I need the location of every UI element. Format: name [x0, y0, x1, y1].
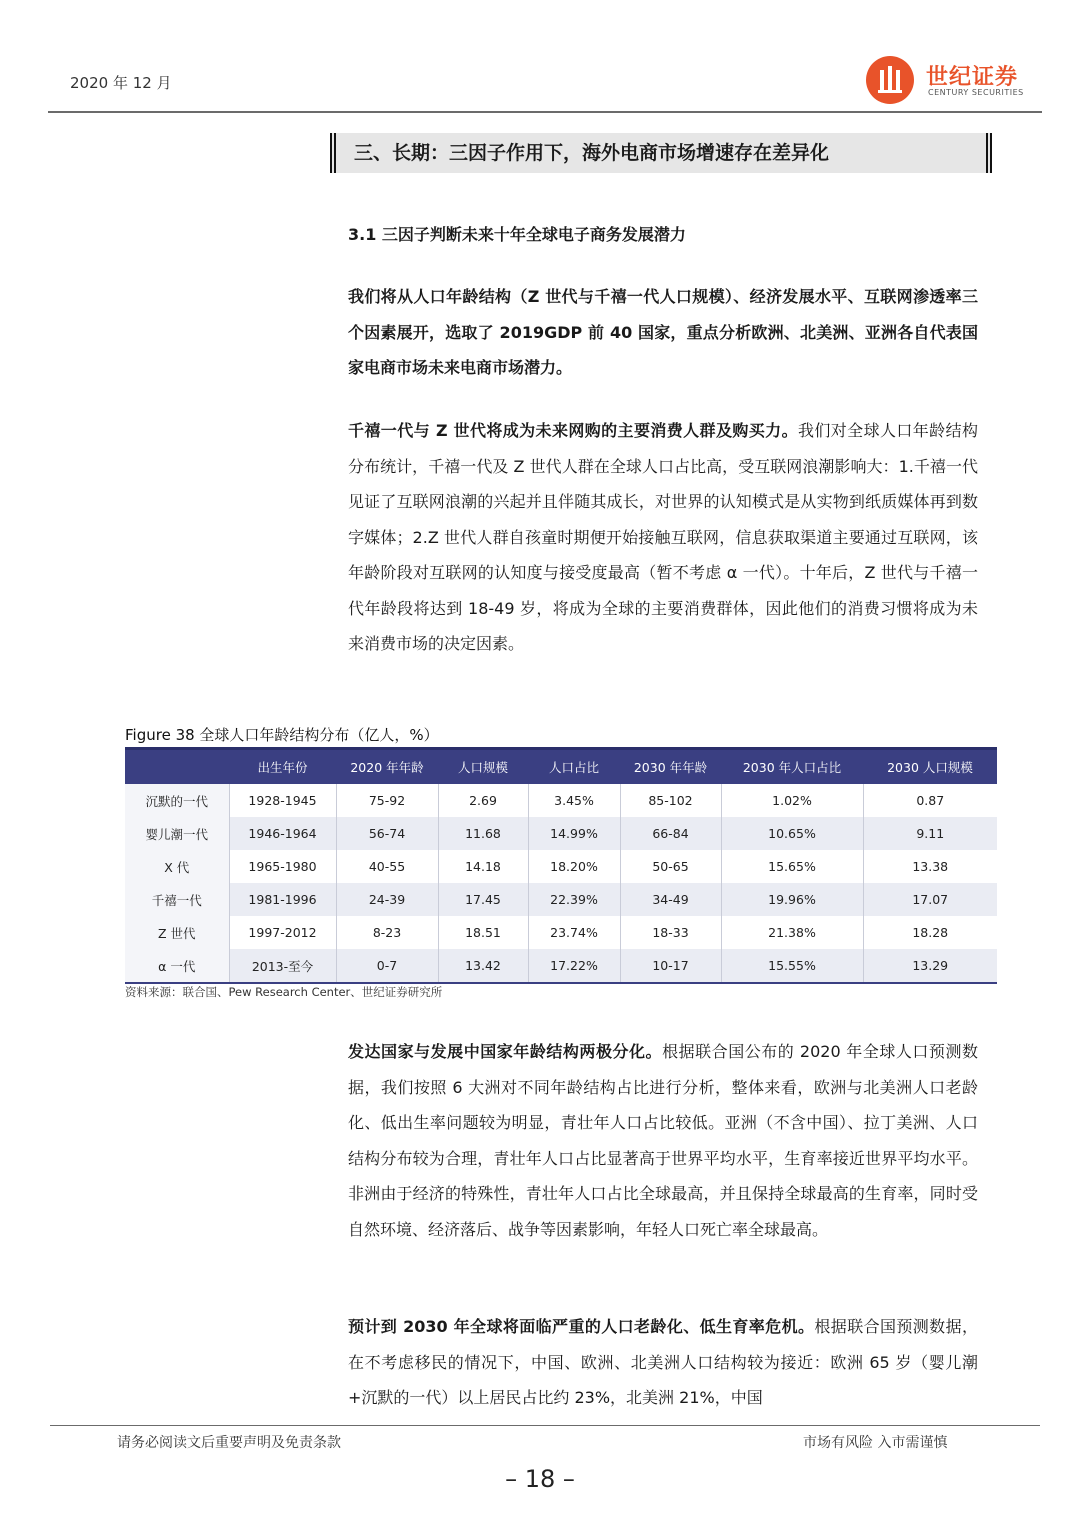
- paragraph-polarization-body: 根据联合国公布的 2020 年全球人口预测数据，我们按照 6 大洲对不同年龄结构占比进行分析，整体来看，欧洲与北美洲人口老龄化、低出生率问题较为明显，青壮年人口占比较低。亚洲（不含中国）、拉丁美洲、人口结构分布较为合理，青壮年人口占比显著高于世界平均水平，生育率接近世界平均水平。非洲由于经济的特殊性，青壮年人口占比全球最高，并且保持全球最高的生育率，同时受自然环境、经济落后、战争等因素影响，年轻人口死亡率全球最高。: [348, 1042, 978, 1239]
- table-cell: 14.18: [438, 850, 528, 883]
- table-cell: 10-17: [620, 949, 721, 983]
- table-header-row: [125, 749, 997, 785]
- subsection-title: 3.1 三因子判断未来十年全球电子商务发展潜力: [348, 225, 686, 244]
- population-age-table: [125, 747, 997, 984]
- paragraph-intro: [348, 279, 978, 386]
- report-date: 2020 年 12 月: [70, 74, 172, 92]
- logo-text: 世纪证券: [926, 65, 1019, 90]
- paragraph-intro-text: 我们将从人口年龄结构（Z 世代与千禧一代人口规模）、经济发展水平、互联网渗透率三个因素展开，选取了 2019GDP 前 40 国家，重点分析欧洲、北美洲、亚洲各自代表国家电商市场未来电商市场潜力。: [348, 287, 978, 377]
- table-row-label: 沉默的一代: [125, 784, 229, 817]
- table-cell: 22.39%: [528, 883, 620, 916]
- table-cell: 66-84: [620, 817, 721, 850]
- table-cell: 17.22%: [528, 949, 620, 983]
- table-row: [125, 916, 997, 949]
- table-cell: 11.68: [438, 817, 528, 850]
- table-body: [125, 784, 997, 983]
- paragraph-aging: [348, 1309, 978, 1416]
- table-cell: 2013-至今: [229, 949, 336, 983]
- table-row: [125, 850, 997, 883]
- table-cell: 18.28: [863, 916, 997, 949]
- table-cell: 40-55: [336, 850, 438, 883]
- table-cell: 3.45%: [528, 784, 620, 817]
- table-row-label: 婴儿潮一代: [125, 817, 229, 850]
- logo-subtext: CENTURY SECURITIES: [928, 88, 1024, 97]
- table-cell: 19.96%: [721, 883, 863, 916]
- footer-risk-notice: 市场有风险 入市需谨慎: [803, 1435, 948, 1451]
- table-cell: 18.20%: [528, 850, 620, 883]
- table-cell: 1965-1980: [229, 850, 336, 883]
- table-cell: 34-49: [620, 883, 721, 916]
- table-cell: 2.69: [438, 784, 528, 817]
- table-cell: 23.74%: [528, 916, 620, 949]
- footer-disclaimer: 请务必阅读文后重要声明及免责条款: [117, 1435, 341, 1451]
- table-cell: 17.45: [438, 883, 528, 916]
- table-cell: 15.65%: [721, 850, 863, 883]
- table-cell: 17.07: [863, 883, 997, 916]
- table-cell: 9.11: [863, 817, 997, 850]
- table-header-cell: [125, 749, 229, 785]
- table-cell: 1928-1945: [229, 784, 336, 817]
- paragraph-millennials: [348, 413, 978, 662]
- table-row-label: Z 世代: [125, 916, 229, 949]
- table-cell: 1946-1964: [229, 817, 336, 850]
- table-cell: 13.38: [863, 850, 997, 883]
- paragraph-aging-body: 根据联合国预测数据，在不考虑移民的情况下，中国、欧洲、北美洲人口结构较为接近：欧洲 65 岁（婴儿潮+沉默的一代）以上居民占比约 23%，北美洲 21%，中国: [348, 1317, 978, 1407]
- table-cell: 56-74: [336, 817, 438, 850]
- table-cell: 15.55%: [721, 949, 863, 983]
- table-header-cell: 人口占比: [528, 749, 620, 785]
- table-cell: 75-92: [336, 784, 438, 817]
- page-number: – 18 –: [505, 1465, 575, 1493]
- table-row: [125, 949, 997, 983]
- figure-source: 资料来源：联合国、Pew Research Center、世纪证券研究所: [125, 985, 443, 999]
- table-cell: 24-39: [336, 883, 438, 916]
- header-divider: [48, 111, 1042, 113]
- logo-mark-icon: [866, 56, 914, 104]
- paragraph-aging-lead: 预计到 2030 年全球将面临严重的人口老龄化、低生育率危机。: [348, 1317, 815, 1336]
- paragraph-polarization-lead: 发达国家与发展中国家年龄结构两极分化。: [348, 1042, 663, 1061]
- table-cell: 21.38%: [721, 916, 863, 949]
- table-cell: 13.42: [438, 949, 528, 983]
- table-row: [125, 784, 997, 817]
- table-header-cell: 2030 年年龄: [620, 749, 721, 785]
- table-cell: 10.65%: [721, 817, 863, 850]
- table-cell: 18.51: [438, 916, 528, 949]
- table-cell: 1997-2012: [229, 916, 336, 949]
- table-cell: 0-7: [336, 949, 438, 983]
- table-cell: 14.99%: [528, 817, 620, 850]
- table-cell: 18-33: [620, 916, 721, 949]
- table-cell: 13.29: [863, 949, 997, 983]
- paragraph-millennials-body: 我们对全球人口年龄结构分布统计，千禧一代及 Z 世代人群在全球人口占比高，受互联网浪潮影响大：1.千禧一代见证了互联网浪潮的兴起并且伴随其成长，对世界的认知模式是从实物到纸质媒体再到数字媒体；2.Z 世代人群自孩童时期便开始接触互联网，信息获取渠道主要通过互联网，该年龄阶段对互联网的认知度与接受度最高（暂不考虑 α 一代）。十年后，Z 世代与千禧一代年龄段将达到 18-49 岁，将成为全球的主要消费群体，因此他们的消费习惯将成为未来消费市场的决定因素。: [348, 421, 978, 653]
- table-row: [125, 817, 997, 850]
- figure-caption: Figure 38 全球人口年龄结构分布（亿人，%）: [125, 726, 439, 744]
- paragraph-polarization: [348, 1034, 978, 1247]
- table-header-cell: 出生年份: [229, 749, 336, 785]
- table-cell: 50-65: [620, 850, 721, 883]
- table-cell: 85-102: [620, 784, 721, 817]
- table-header-cell: 人口规模: [438, 749, 528, 785]
- table-cell: 8-23: [336, 916, 438, 949]
- table-row-label: α 一代: [125, 949, 229, 983]
- table-cell: 1981-1996: [229, 883, 336, 916]
- paragraph-millennials-lead: 千禧一代与 Z 世代将成为未来网购的主要消费人群及购买力。: [348, 421, 798, 440]
- table-header-cell: 2020 年年龄: [336, 749, 438, 785]
- table-row-label: 千禧一代: [125, 883, 229, 916]
- company-logo: [866, 56, 1036, 106]
- footer-divider: [50, 1425, 1040, 1426]
- table-header-cell: 2030 年人口占比: [721, 749, 863, 785]
- table-cell: 1.02%: [721, 784, 863, 817]
- table-cell: 0.87: [863, 784, 997, 817]
- table-row-label: X 代: [125, 850, 229, 883]
- table-row: [125, 883, 997, 916]
- section-title: 三、长期：三因子作用下，海外电商市场增速存在差异化: [330, 133, 992, 173]
- table-header-cell: 2030 人口规模: [863, 749, 997, 785]
